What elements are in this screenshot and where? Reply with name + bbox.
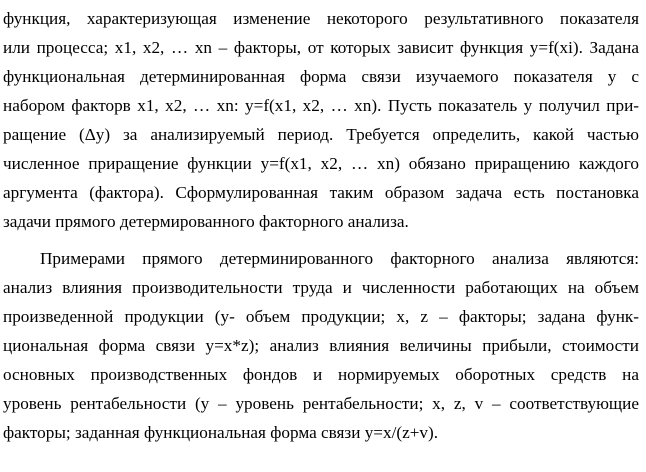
text-line: уровень рентабельности (y – уровень рентабельности; x, z, v – соответствующие [3,394,639,413]
text-line: факторы; заданная функциональная форма связи y=x/(z+v). [3,423,439,442]
text-line: ращение (Δy) за анализируемый период. Требуется определить, какой частью [3,125,639,144]
text-line: набором факторв x1, x2, … xn: y=f(x1, x2, … xn). Пусть показатель y получил при- [3,96,639,115]
text-line: или процесса; x1, x2, … xn – факторы, от которых зависит функция y=f(xi). Задана [3,38,639,57]
text-line: Примерами прямого детерминированного факторного анализа являются: [40,249,639,268]
text-line: основных производственных фондов и нормируемых оборотных средств на [3,365,639,384]
text-line: произведенной продукции (y- объем продукции; x, z – факторы; задана функ- [3,307,639,326]
text-line: аргумента (фактора). Сформулированная таким образом задача есть постановка [3,183,639,202]
text-line: задачи прямого детермированного факторного анализа. [3,212,409,231]
text-line: функциональная детерминированная форма связи изучаемого показателя y с [3,67,639,86]
text-line: анализ влияния производительности труда и численности работающих на объем [3,278,639,297]
text-line: численное приращение функции y=f(x1, x2, … xn) обязано приращению каждого [3,154,639,173]
text-line: циональная форма связи y=x*z); анализ влияния величины прибыли, стоимости [3,336,639,355]
text-line: функция, характеризующая изменение некоторого результативного показателя [3,9,639,28]
